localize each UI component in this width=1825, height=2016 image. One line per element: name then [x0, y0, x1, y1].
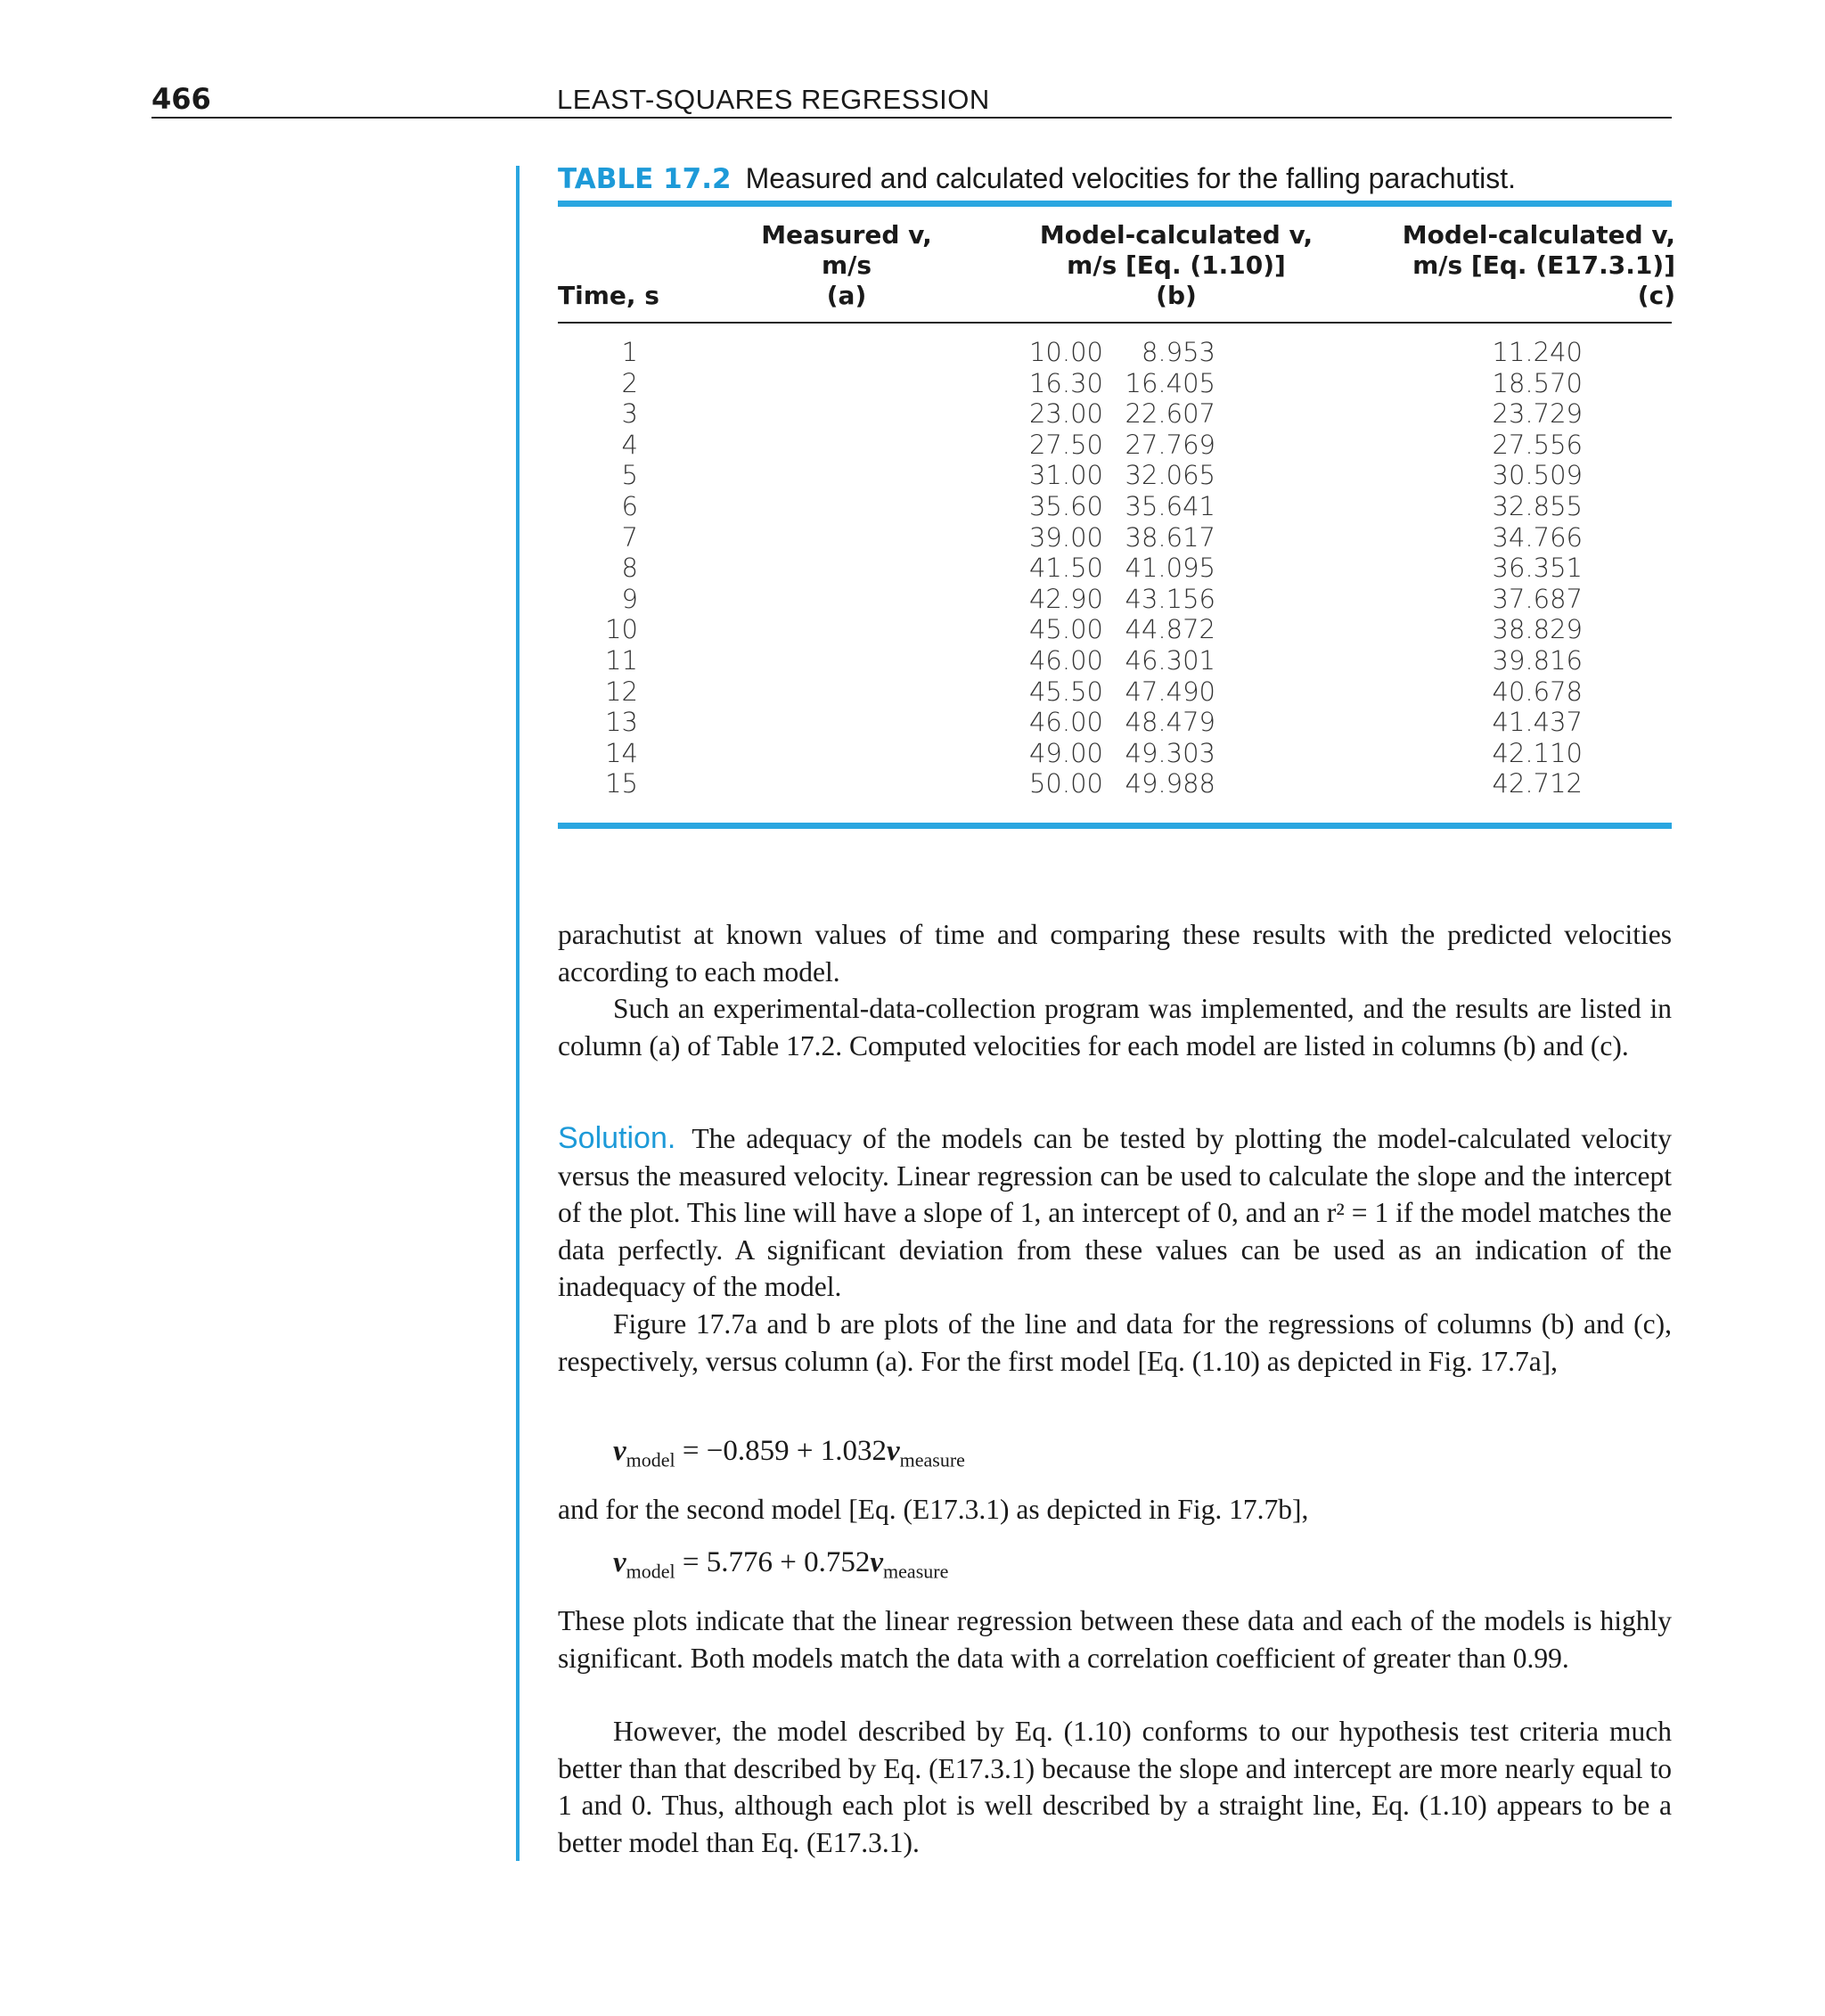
cell-measured: 50.00 — [1028, 768, 1103, 799]
cell-measured: 45.00 — [1028, 614, 1103, 645]
col-header-model-b-line1: Model-calculated v, — [1039, 220, 1314, 250]
cell-model-c: 42.110 — [1492, 737, 1583, 768]
cell-model-c: 34.766 — [1492, 521, 1583, 553]
cell-time: 14 — [605, 737, 638, 768]
cell-measured: 49.00 — [1028, 737, 1103, 768]
cell-model-c: 23.729 — [1492, 398, 1583, 430]
table-row — [558, 460, 1672, 491]
paragraph-5: and for the second model [Eq. (E17.3.1) as depicted in Fig. 17.7b], — [558, 1494, 1309, 1525]
col-header-model-c-line1: Model-calculated v, — [1402, 220, 1675, 250]
eq2-lhs-v: v — [613, 1546, 626, 1578]
cell-time: 1 — [621, 337, 638, 367]
cell-model-b: 32.065 — [1125, 460, 1215, 491]
cell-measured: 16.30 — [1028, 367, 1103, 398]
col-header-measured-line3: (a) — [826, 281, 867, 310]
paragraph-2: Such an experimental-data-collection program was implemented, and the results are listed in column (a) of Table 17.2. Computed velocities for each model are listed in columns (b) and (c). — [558, 993, 1672, 1061]
cell-model-c: 38.829 — [1492, 614, 1583, 645]
col-header-time: Time, s — [558, 281, 659, 310]
eq1-rhs-sub: measure — [899, 1448, 965, 1471]
eq1-lhs-sub: model — [626, 1448, 675, 1471]
cell-measured: 10.00 — [1028, 337, 1103, 367]
table-row — [558, 707, 1672, 738]
table-label: TABLE 17.2 — [558, 163, 732, 195]
col-header-model-c-line2: m/s [Eq. (E17.3.1)] — [1412, 250, 1675, 280]
table-row — [558, 522, 1672, 553]
cell-measured: 39.00 — [1028, 521, 1103, 553]
cell-model-b: 35.641 — [1125, 490, 1215, 521]
col-header-model-c-line3: (c) — [1637, 281, 1675, 310]
cell-time: 13 — [605, 707, 638, 738]
cell-model-b: 48.479 — [1125, 707, 1215, 738]
cell-model-c: 41.437 — [1492, 707, 1583, 738]
table-row — [558, 584, 1672, 615]
table-row — [558, 614, 1672, 645]
cell-time: 6 — [621, 490, 638, 521]
col-header-measured-line2: m/s — [821, 250, 872, 280]
cell-model-c: 18.570 — [1492, 367, 1583, 398]
cell-model-c: 11.240 — [1492, 337, 1583, 367]
eq2-rhs: = 5.776 + 0.752 — [675, 1546, 871, 1578]
table-bottom-rule — [558, 823, 1672, 829]
cell-time: 15 — [605, 768, 638, 799]
cell-model-c: 30.509 — [1492, 460, 1583, 491]
cell-model-b: 38.617 — [1125, 521, 1215, 553]
table-row — [558, 398, 1672, 430]
col-header-model-c — [1390, 220, 1675, 311]
paragraph-solution — [558, 1120, 1672, 1306]
cell-measured: 27.50 — [1028, 429, 1103, 460]
cell-time: 10 — [605, 614, 638, 645]
eq2-lhs-sub: model — [626, 1560, 675, 1583]
cell-model-c: 42.712 — [1492, 768, 1583, 799]
cell-time: 4 — [621, 429, 638, 460]
header-rule — [151, 117, 1672, 119]
table-row — [558, 337, 1672, 368]
cell-model-c: 37.687 — [1492, 583, 1583, 614]
cell-model-b: 44.872 — [1125, 614, 1215, 645]
col-header-model-b-line3: (b) — [1156, 281, 1197, 310]
cell-model-c: 39.816 — [1492, 644, 1583, 676]
table-top-rule — [558, 201, 1672, 207]
cell-model-b: 49.303 — [1125, 737, 1215, 768]
paragraph-4: Figure 17.7a and b are plots of the line and data for the regressions of columns (b) and (c), respectively, versus column (a). For the first model [Eq. (1.10) as depicted in Fig. 17.7a], — [558, 1308, 1672, 1377]
table-row — [558, 368, 1672, 399]
running-head: LEAST-SQUARES REGRESSION — [557, 84, 990, 115]
cell-time: 9 — [621, 583, 638, 614]
paragraph-6: These plots indicate that the linear regression between these data and each of the models is highly significant. Both models match the data with a correlation coefficient of greater than 0.99. — [558, 1605, 1672, 1674]
cell-model-c: 40.678 — [1492, 676, 1583, 707]
cell-time: 3 — [621, 398, 638, 430]
cell-model-b: 47.490 — [1125, 676, 1215, 707]
change-bar — [516, 166, 520, 1861]
solution-text: The adequacy of the models can be tested by plotting the model-calculated velocity versus the measured velocity. Linear regression can be used to calculate the slope and the intercept of the plot. This line will have a slope of 1, an intercept of 0, and an r² = 1 if the model matches the data perfectly. A significant deviation from these values can be used as an indication of the inadequacy of the model. — [558, 1123, 1672, 1302]
cell-measured: 31.00 — [1028, 460, 1103, 491]
cell-model-c: 27.556 — [1492, 429, 1583, 460]
table-row — [558, 553, 1672, 584]
cell-model-c: 36.351 — [1492, 553, 1583, 584]
table-row — [558, 491, 1672, 522]
cell-model-b: 49.988 — [1125, 768, 1215, 799]
cell-measured: 23.00 — [1028, 398, 1103, 430]
eq1-rhs-v: v — [887, 1435, 900, 1467]
equation-1 — [613, 1435, 965, 1472]
eq2-rhs-v: v — [870, 1546, 884, 1578]
eq1-lhs-v: v — [613, 1435, 626, 1467]
cell-measured: 41.50 — [1028, 553, 1103, 584]
table-row — [558, 430, 1672, 461]
cell-model-b: 43.156 — [1125, 583, 1215, 614]
eq2-rhs-sub: measure — [883, 1560, 949, 1583]
solution-label: Solution. — [558, 1121, 676, 1155]
cell-model-b: 8.953 — [1141, 337, 1215, 367]
table-row — [558, 738, 1672, 769]
table-body — [558, 337, 1672, 799]
table-row — [558, 768, 1672, 799]
cell-time: 7 — [621, 521, 638, 553]
cell-time: 2 — [621, 367, 638, 398]
cell-time: 11 — [605, 644, 638, 676]
paragraph-1: parachutist at known values of time and comparing these results with the predicted velocities according to each model. — [558, 919, 1672, 988]
equation-2 — [613, 1546, 948, 1584]
cell-measured: 46.00 — [1028, 644, 1103, 676]
cell-measured: 35.60 — [1028, 490, 1103, 521]
col-header-measured — [722, 220, 971, 311]
cell-measured: 45.50 — [1028, 676, 1103, 707]
cell-measured: 42.90 — [1028, 583, 1103, 614]
col-header-model-b-line2: m/s [Eq. (1.10)] — [1067, 250, 1286, 280]
cell-model-b: 27.769 — [1125, 429, 1215, 460]
cell-model-b: 16.405 — [1125, 367, 1215, 398]
page-number: 466 — [151, 82, 211, 116]
cell-time: 8 — [621, 553, 638, 584]
table-caption — [558, 162, 1672, 195]
cell-model-b: 46.301 — [1125, 644, 1215, 676]
cell-model-c: 32.855 — [1492, 490, 1583, 521]
cell-model-b: 22.607 — [1125, 398, 1215, 430]
cell-model-b: 41.095 — [1125, 553, 1215, 584]
table-row — [558, 645, 1672, 676]
cell-time: 12 — [605, 676, 638, 707]
table-header-rule — [558, 322, 1672, 324]
eq1-rhs: = −0.859 + 1.032 — [675, 1435, 887, 1467]
paragraph-7: However, the model described by Eq. (1.10) conforms to our hypothesis test criteria much better than that described by Eq. (E17.3.1) because the slope and intercept are more nearly equal to 1 and 0. Thus, although each plot is well described by a straight line, Eq. (1.10) appears to be a better model than Eq. (E17.3.1). — [558, 1716, 1672, 1858]
table-caption-text: Measured and calculated velocities for the falling parachutist. — [745, 162, 1517, 194]
cell-measured: 46.00 — [1028, 707, 1103, 738]
table-row — [558, 676, 1672, 708]
cell-time: 5 — [621, 460, 638, 491]
col-header-measured-line1: Measured v, — [761, 220, 932, 250]
col-header-model-b — [1025, 220, 1328, 311]
